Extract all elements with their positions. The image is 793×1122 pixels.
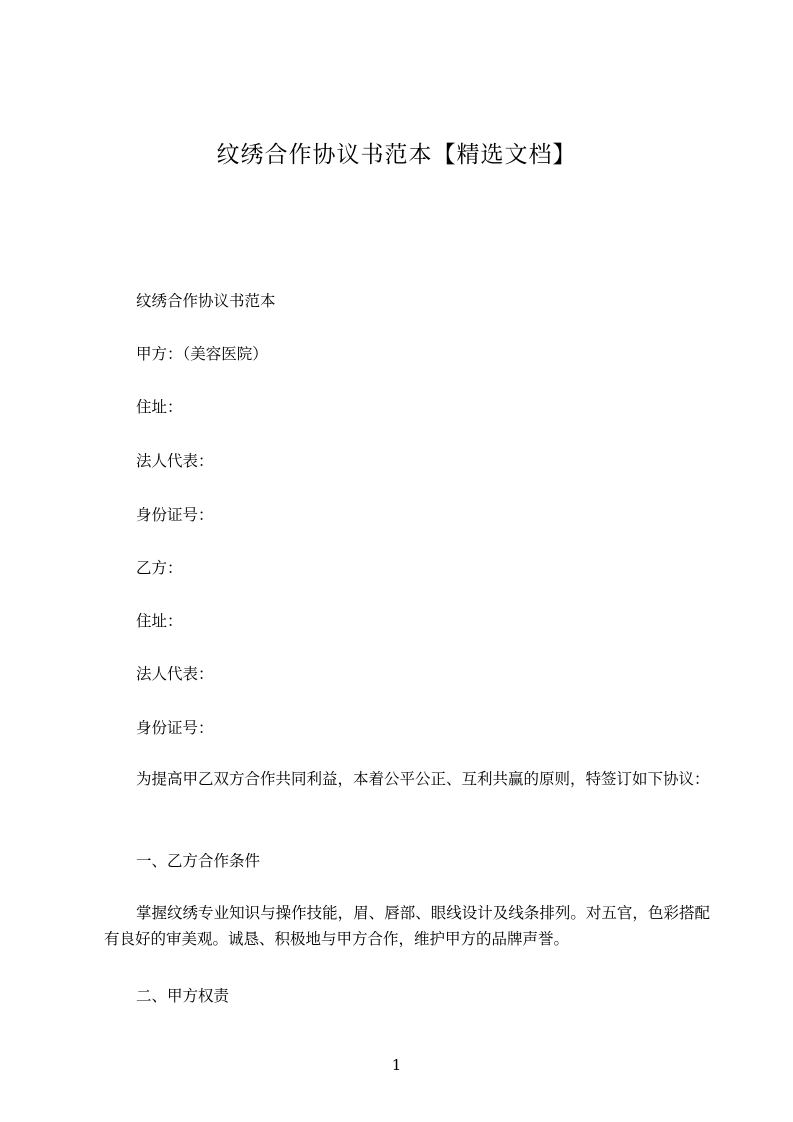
party-b-legal-rep-line: 法人代表： — [136, 665, 214, 683]
intro-paragraph: 为提高甲乙双方合作共同利益，本着公平公正、互利共赢的原则，特签订如下协议： — [136, 770, 710, 788]
section-1-paragraph: 掌握纹绣专业知识与操作技能，眉、唇部、眼线设计及线条排列。对五官，色彩搭配有良好的审美观。诚恳、积极地与甲方合作，维护甲方的品牌声誉。 — [104, 904, 710, 948]
party-a-address-line: 住址： — [136, 398, 183, 416]
section-1-heading: 一、乙方合作条件 — [136, 852, 261, 870]
party-b-address-line: 住址： — [136, 612, 183, 630]
party-a-id-number-line: 身份证号： — [136, 506, 214, 524]
document-title: 纹绣合作协议书范本【精选文档】 — [216, 142, 577, 168]
party-a-legal-rep-line: 法人代表： — [136, 452, 214, 470]
section-2-heading: 二、甲方权责 — [136, 987, 230, 1005]
page-number: 1 — [391, 1056, 402, 1074]
party-b-id-number-line: 身份证号： — [136, 719, 214, 737]
party-b-line: 乙方： — [136, 559, 183, 577]
document-subtitle: 纹绣合作协议书范本 — [136, 292, 276, 310]
party-a-line: 甲方：（美容医院） — [136, 345, 268, 363]
